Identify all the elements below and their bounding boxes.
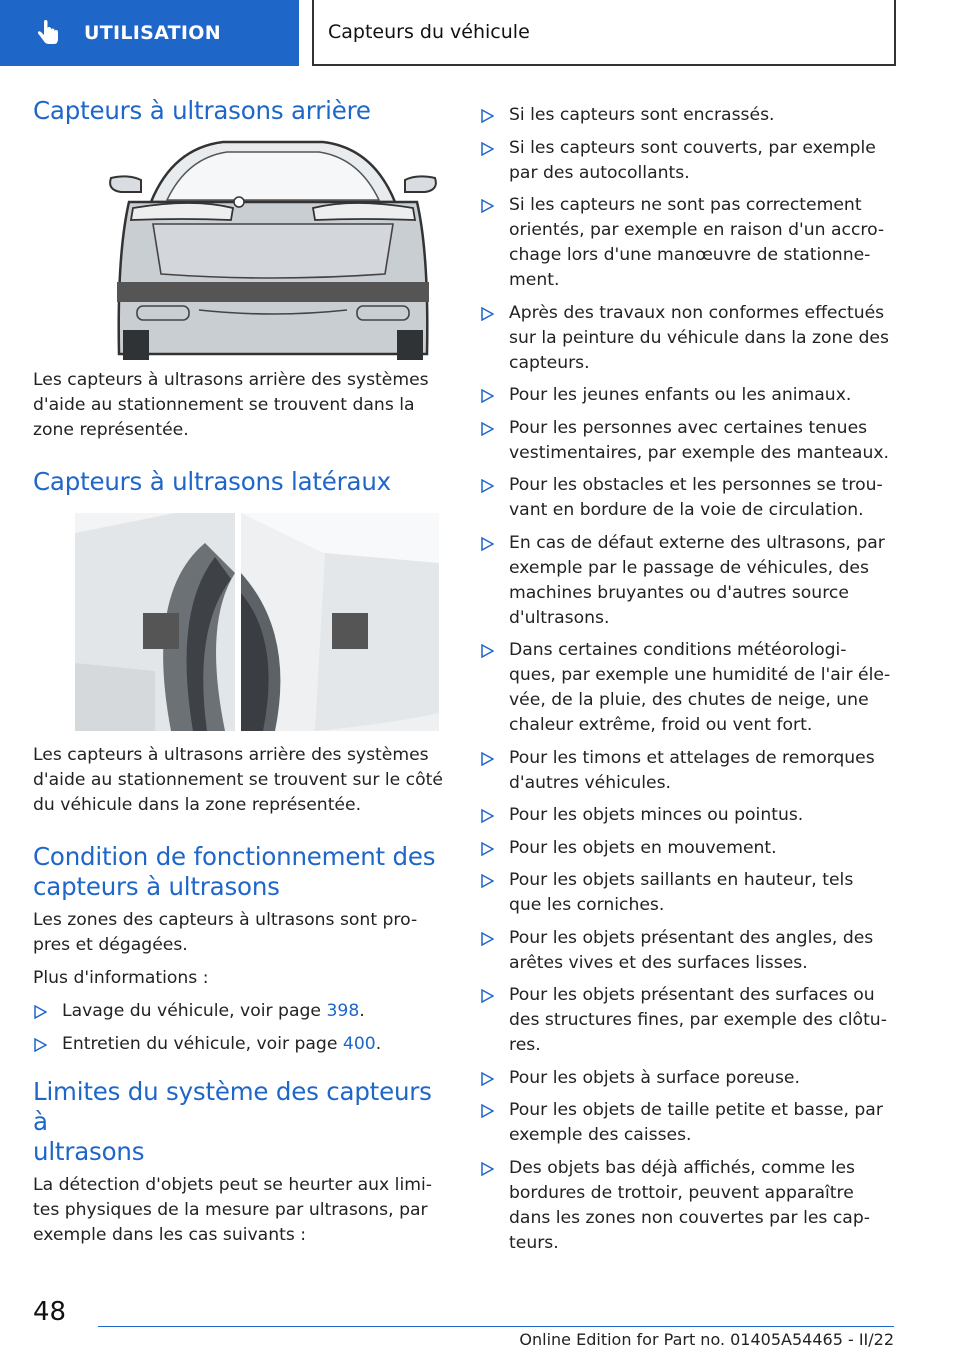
page-header	[0, 0, 960, 66]
list-item	[480, 868, 900, 918]
list-item-line: vée, de la pluie, des chutes de neige, une	[509, 690, 869, 710]
list-item	[480, 301, 900, 376]
list-item-line: Des objets bas déjà affichés, comme les	[509, 1157, 856, 1178]
list-item-line: dans les zones non couvertes par les cap-	[509, 1207, 870, 1228]
section-tab	[0, 0, 299, 66]
triangle-bullet-icon	[480, 842, 494, 856]
list-item	[480, 136, 900, 186]
lateral-sensors-text: Les capteurs à ultrasons arrière des systèmes d'aide au stationnement se trouvent sur le côté du véhicule dans la zone représentée.	[33, 745, 443, 815]
list-item-line: vant en bordure de la voie de circulation.	[509, 500, 864, 520]
list-item	[480, 383, 900, 408]
list-item-line: bordures de trottoir, peuvent apparaître	[509, 1182, 854, 1203]
list-item-line: chaleur extrême, froid ou vent fort.	[509, 715, 813, 735]
list-item	[480, 836, 900, 861]
triangle-bullet-icon	[480, 644, 494, 658]
triangle-bullet-icon	[480, 1072, 494, 1086]
list-item-line: exemple par le passage de véhicules, des	[509, 557, 869, 578]
triangle-bullet-icon	[480, 307, 494, 321]
list-item-line: Pour les objets à surface poreuse.	[509, 1067, 800, 1088]
list-item-line: Pour les objets présentant des angles, des	[509, 927, 874, 948]
limits-heading-line2: ultrasons	[33, 1137, 145, 1166]
left-column	[33, 96, 453, 1248]
list-item-line: Pour les objets présentant des surfaces ou	[509, 985, 875, 1005]
list-item-line: En cas de défaut externe des ultrasons, par	[509, 532, 885, 553]
list-item-line: Pour les objets minces ou pointus.	[509, 805, 804, 825]
footer-edition: Online Edition for Part no. 01405A54465 - II/22	[519, 1330, 894, 1349]
limits-text: La détection d'objets peut se heurter aux limi-tes physiques de la mesure par ultrasons, par exemple dans les cas suivants :	[33, 1175, 432, 1245]
triangle-bullet-icon	[33, 1038, 47, 1052]
list-item	[480, 803, 900, 828]
triangle-bullet-icon	[480, 537, 494, 551]
chapter-title: Capteurs du véhicule	[328, 21, 530, 43]
list-item-line: que les corniches.	[509, 895, 665, 915]
list-item	[480, 531, 900, 631]
triangle-bullet-icon	[480, 389, 494, 403]
limitations-list	[480, 103, 900, 1256]
list-item: Entretien du véhicule, voir page 400.	[33, 1032, 453, 1057]
triangle-bullet-icon	[480, 1162, 494, 1176]
list-item	[480, 416, 900, 466]
list-item	[480, 926, 900, 976]
list-item	[480, 638, 900, 738]
list-item-line: Pour les objets saillants en hauteur, tels	[509, 870, 854, 890]
section-label: UTILISATION	[84, 22, 221, 44]
list-item: Lavage du véhicule, voir page 398.	[33, 999, 453, 1024]
triangle-bullet-icon	[480, 142, 494, 156]
condition-heading-line2: capteurs à ultrasons	[33, 872, 280, 901]
list-item-line: d'autres véhicules.	[509, 772, 672, 793]
list-item-line: des structures fines, par exemple des clôtu-	[509, 1010, 887, 1030]
list-item-line: Si les capteurs sont encrassés.	[509, 105, 775, 125]
rear-sensors-heading: Capteurs à ultrasons arrière	[33, 96, 371, 125]
list-item-line: exemple des caisses.	[509, 1125, 692, 1145]
lateral-sensors-illustration	[75, 513, 439, 731]
limits-heading-line1: Limites du système des capteurs à	[33, 1077, 432, 1136]
touch-hand-icon	[32, 17, 64, 49]
list-item	[480, 746, 900, 796]
list-item-line: par des autocollants.	[509, 162, 690, 183]
triangle-bullet-icon	[480, 199, 494, 213]
lateral-sensors-heading: Capteurs à ultrasons latéraux	[33, 467, 391, 496]
list-item-line: d'ultrasons.	[509, 607, 610, 628]
triangle-bullet-icon	[33, 1005, 47, 1019]
triangle-bullet-icon	[480, 752, 494, 766]
list-item-line: teurs.	[509, 1232, 559, 1253]
list-item-line: Pour les jeunes enfants ou les animaux.	[509, 385, 852, 405]
triangle-bullet-icon	[480, 109, 494, 123]
list-item	[480, 1098, 900, 1148]
list-item	[480, 1156, 900, 1256]
list-item-line: res.	[509, 1035, 541, 1055]
list-item	[480, 473, 900, 523]
list-item-line: Dans certaines conditions météorologi-	[509, 640, 847, 660]
triangle-bullet-icon	[480, 422, 494, 436]
rear-sensors-text: Les capteurs à ultrasons arrière des systèmes d'aide au stationnement se trouvent dans la zone représentée.	[33, 370, 429, 440]
condition-text-line1: Les zones des capteurs à ultrasons sont pro-	[33, 910, 418, 930]
triangle-bullet-icon	[480, 809, 494, 823]
list-item-line: sur la peinture du véhicule dans la zone des	[509, 327, 889, 348]
list-item	[480, 983, 900, 1058]
reference-list	[33, 999, 453, 1057]
list-item-line: chage lors d'une manœuvre de stationne-	[509, 245, 871, 265]
list-item-line: ques, par exemple une humidité de l'air éle-	[509, 665, 891, 685]
list-item-line: Pour les timons et attelages de remorques	[509, 747, 875, 768]
list-item	[480, 103, 900, 128]
footer-rule	[98, 1326, 894, 1327]
triangle-bullet-icon	[480, 1104, 494, 1118]
list-item-line: Pour les objets en mouvement.	[509, 837, 777, 858]
right-column	[480, 103, 900, 1263]
rear-car-illustration	[103, 134, 443, 362]
list-item-line: Si les capteurs sont couverts, par exemple	[509, 137, 876, 158]
triangle-bullet-icon	[480, 874, 494, 888]
condition-text-line2: pres et dégagées.	[33, 935, 188, 955]
list-item-line: Pour les objets de taille petite et basse, par	[509, 1100, 883, 1120]
triangle-bullet-icon	[480, 932, 494, 946]
list-item	[480, 193, 900, 293]
list-item-line: Après des travaux non conformes effectués	[509, 302, 885, 323]
triangle-bullet-icon	[480, 479, 494, 493]
page-link-398[interactable]: 398	[326, 1001, 360, 1021]
list-item-line: arêtes vives et des surfaces lisses.	[509, 952, 808, 973]
condition-heading-line1: Condition de fonctionnement des	[33, 842, 436, 871]
list-item-line: capteurs.	[509, 352, 590, 373]
list-item-line: Pour les personnes avec certaines tenues	[509, 417, 868, 438]
list-item-line: orientés, par exemple en raison d'un accro-	[509, 220, 885, 240]
list-item-line: ment.	[509, 270, 560, 290]
list-item-line: Si les capteurs ne sont pas correctement	[509, 195, 862, 215]
triangle-bullet-icon	[480, 989, 494, 1003]
page-number: 48	[33, 1297, 67, 1327]
more-info-label: Plus d'informations :	[33, 968, 209, 988]
chapter-title-box	[312, 0, 896, 66]
page-link-400[interactable]: 400	[342, 1034, 376, 1054]
list-item-line: Pour les obstacles et les personnes se trou-	[509, 475, 883, 495]
list-item-line: vestimentaires, par exemple des manteaux.	[509, 442, 889, 463]
list-item-line: machines bruyantes ou d'autres source	[509, 582, 849, 603]
list-item	[480, 1066, 900, 1091]
